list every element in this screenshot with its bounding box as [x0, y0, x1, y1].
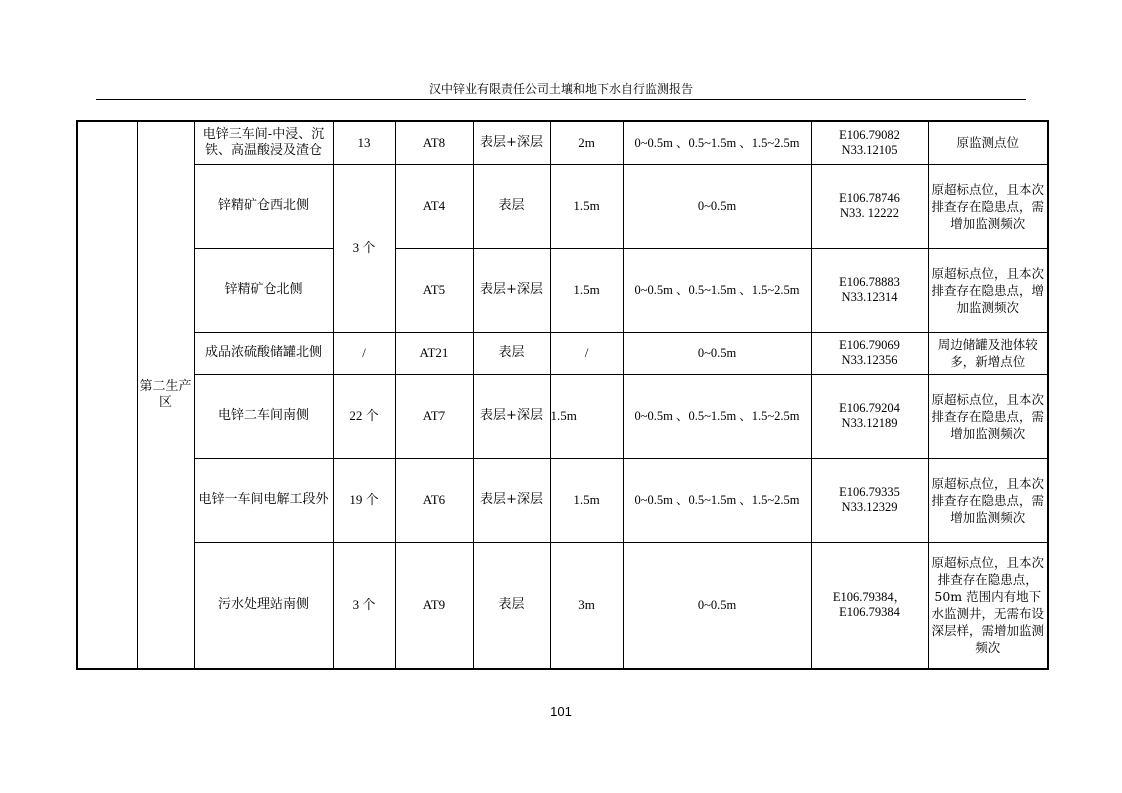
sampling-intervals-cell: 0~0.5m 、0.5~1.5m 、1.5~2.5m — [623, 121, 811, 164]
table-row — [77, 248, 1048, 332]
depth-cell: 3m — [550, 542, 623, 669]
sampling-intervals-cell: 0~0.5m — [623, 164, 811, 248]
depth-cell: 1.5m — [550, 248, 623, 332]
layer-cell: 表层+深层 — [473, 121, 550, 164]
table-row — [77, 332, 1048, 374]
point-id-cell: AT21 — [395, 332, 473, 374]
count-cell: 3 个 — [333, 542, 395, 669]
sampling-intervals-cell: 0~0.5m — [623, 332, 811, 374]
blank-area-cell — [77, 121, 137, 669]
depth-cell: 1.5m — [550, 458, 623, 542]
coord-n: N33.12314 — [841, 290, 898, 304]
table-row — [77, 542, 1048, 669]
sampling-intervals-cell: 0~0.5m 、0.5~1.5m 、1.5~2.5m — [623, 374, 811, 458]
sampling-intervals-cell: 0~0.5m 、0.5~1.5m 、1.5~2.5m — [623, 458, 811, 542]
count-cell: 13 — [333, 121, 395, 164]
coordinates-cell — [811, 374, 928, 458]
coordinates-cell — [811, 121, 928, 164]
monitoring-points-table — [76, 120, 1049, 670]
report-header-title: 汉中锌业有限责任公司土壤和地下水自行监测报告 — [428, 82, 693, 96]
count-cell: 22 个 — [333, 374, 395, 458]
coord-e: E106.79082 — [839, 127, 900, 142]
coord-n: N33. 12222 — [839, 206, 900, 220]
coord-e: E106.78746 — [839, 191, 900, 205]
coord-n: N33.12189 — [841, 416, 898, 430]
coordinates-cell — [811, 164, 928, 248]
layer-cell: 表层+深层 — [473, 248, 550, 332]
location-cell: 电锌三车间-中浸、沉铁、高温酸浸及渣仓 — [194, 121, 333, 164]
location-cell: 电锌二车间南侧 — [194, 374, 333, 458]
layer-cell: 表层 — [473, 332, 550, 374]
table-row — [77, 164, 1048, 248]
table-row — [77, 458, 1048, 542]
point-id-cell: AT5 — [395, 248, 473, 332]
table-row — [77, 374, 1048, 458]
coordinates-cell — [811, 332, 928, 374]
point-id-cell: AT6 — [395, 458, 473, 542]
note-cell: 原超标点位，且本次排查存在隐患点，需增加监测频次 — [928, 164, 1048, 248]
coord-e: E106.79384， — [832, 590, 907, 605]
count-cell: / — [333, 332, 395, 374]
note-cell: 原超标点位，且本次排查存在隐患点，50m 范围内有地下水监测井，无需布设深层样，需增加监测频次 — [928, 542, 1048, 669]
coord-e: E106.79069 — [839, 338, 900, 352]
point-id-cell: AT9 — [395, 542, 473, 669]
note-cell: 原超标点位，且本次排查存在隐患点，需增加监测频次 — [928, 374, 1048, 458]
page-number: 101 — [550, 704, 572, 719]
note-cell: 原监测点位 — [928, 121, 1048, 164]
sampling-intervals-cell: 0~0.5m — [623, 542, 811, 669]
layer-cell: 表层 — [473, 542, 550, 669]
location-cell: 锌精矿仓西北侧 — [194, 164, 333, 248]
count-cell: 3 个 — [333, 164, 395, 332]
location-cell: 锌精矿仓北侧 — [194, 248, 333, 332]
depth-cell: / — [550, 332, 623, 374]
coordinates-cell — [811, 248, 928, 332]
depth-cell: 1.5m — [550, 374, 623, 458]
note-cell: 原超标点位，且本次排查存在隐患点，需增加监测频次 — [928, 458, 1048, 542]
point-id-cell: AT4 — [395, 164, 473, 248]
note-cell: 周边储罐及池体较多，新增点位 — [928, 332, 1048, 374]
depth-cell: 1.5m — [550, 164, 623, 248]
point-id-cell: AT8 — [395, 121, 473, 164]
layer-cell: 表层+深层 — [473, 458, 550, 542]
coord-e: E106.78883 — [839, 275, 900, 289]
coord-e: E106.79335 — [839, 485, 900, 499]
coord-n: N33.12105 — [841, 142, 898, 157]
depth-cell: 2m — [550, 121, 623, 164]
note-cell: 原超标点位，且本次排查存在隐患点，增加监测频次 — [928, 248, 1048, 332]
coordinates-cell — [811, 458, 928, 542]
coord-n: N33.12329 — [841, 500, 898, 514]
location-cell: 成品浓硫酸储罐北侧 — [194, 332, 333, 374]
layer-cell: 表层+深层 — [473, 374, 550, 458]
table-row — [77, 121, 1048, 164]
header-divider — [96, 99, 1026, 100]
zone-cell — [137, 121, 194, 669]
coord-n: E106.79384 — [839, 605, 900, 620]
location-cell: 污水处理站南侧 — [194, 542, 333, 669]
coordinates-cell — [811, 542, 928, 669]
location-cell: 电锌一车间电解工段外 — [194, 458, 333, 542]
coord-e: E106.79204 — [839, 401, 900, 415]
zone-label: 第二生产区 — [139, 379, 192, 410]
layer-cell: 表层 — [473, 164, 550, 248]
point-id-cell: AT7 — [395, 374, 473, 458]
count-cell: 19 个 — [333, 458, 395, 542]
coord-n: N33.12356 — [841, 353, 898, 367]
sampling-intervals-cell: 0~0.5m 、0.5~1.5m 、1.5~2.5m — [623, 248, 811, 332]
